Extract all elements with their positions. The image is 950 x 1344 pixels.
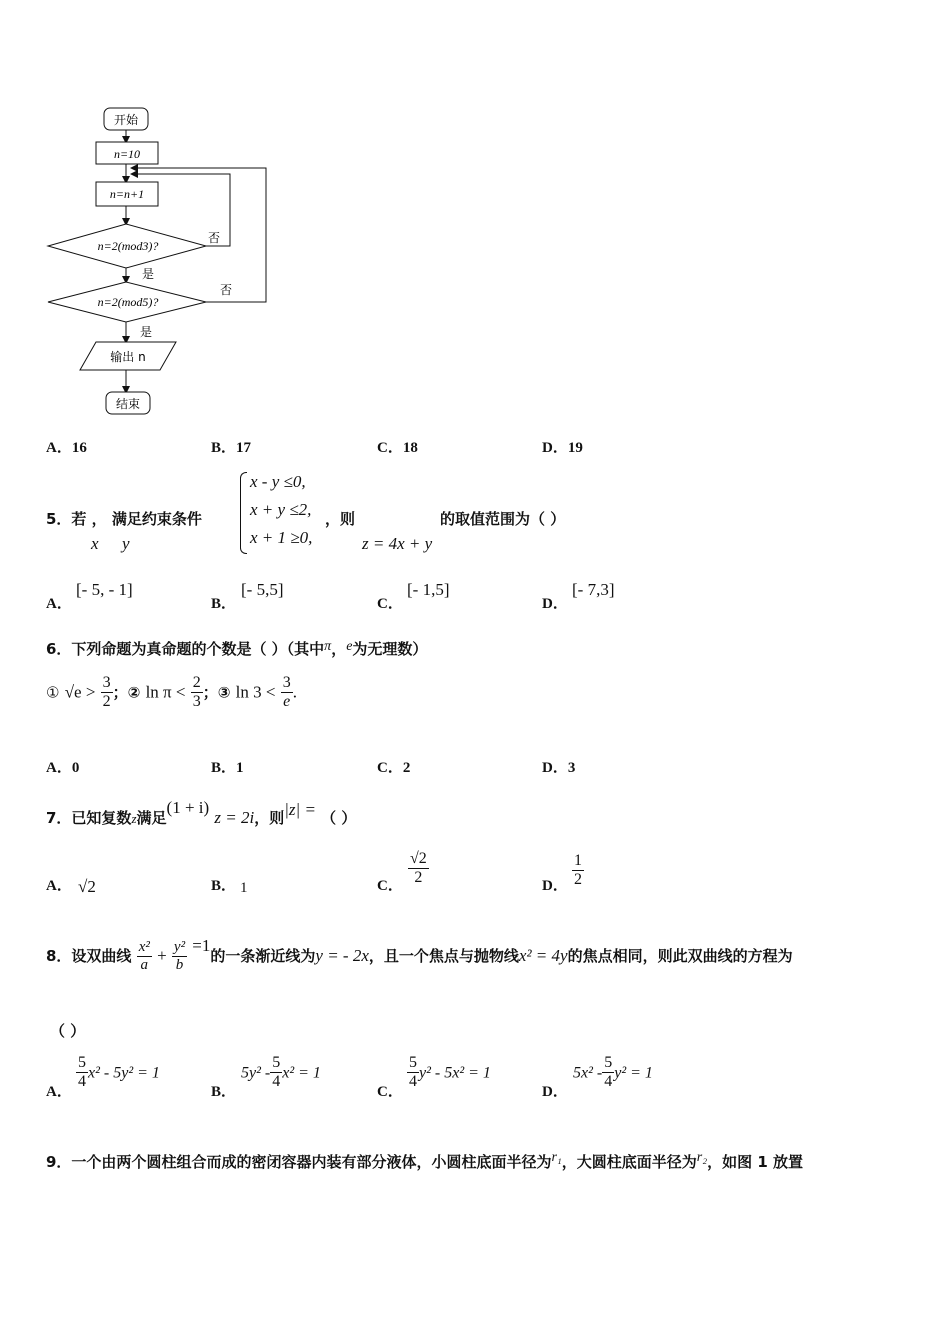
q6-option-c: C．2 (377, 760, 411, 776)
q8-d-label: D． (542, 1084, 568, 1100)
q5-tail: 的取值范围为（ ） (440, 510, 566, 528)
flow-cond1-text: n=2(mod3)? (97, 239, 159, 253)
q7-b-val: 1 (240, 880, 248, 896)
q8-parab: x² = 4y (518, 946, 568, 965)
q6-tail: 为无理数） (352, 640, 428, 658)
q8-plus: + (157, 946, 167, 965)
q7-line (46, 798, 356, 828)
flowchart (40, 100, 280, 420)
q6-pi: π (324, 639, 332, 654)
q5-c-val: [- 1,5] (407, 580, 450, 599)
flow-no1: 否 (208, 231, 221, 245)
q6-s2-left: ln π < (145, 682, 186, 702)
q8-c-label: C． (377, 1084, 403, 1100)
flow-start-text: 开始 (113, 113, 139, 127)
q6-comma: ， (331, 640, 347, 658)
q6-line (46, 638, 427, 659)
q7-tail: （ ） (321, 809, 357, 827)
q4-option-c: C．18 (377, 440, 418, 456)
q5-c1: x - y ≤0, (250, 472, 306, 491)
q9-tail: ，如图 1 放置 (707, 1153, 804, 1171)
q8-paren: （ ） (50, 1022, 86, 1040)
q5-then: ，则 (325, 510, 356, 528)
q5-c3: x + 1 ≥0, (250, 528, 313, 547)
q8-lead: 8．设双曲线 (46, 947, 132, 965)
q6-s3-left: ln 3 < (235, 682, 276, 702)
q4-option-d: D．19 (542, 440, 583, 456)
q8-c-expr: $\frac{5}{4}$ y² - 5x² = 1 (409, 1054, 491, 1091)
q6-e: e (346, 639, 353, 654)
q6-statements (46, 674, 297, 712)
q5-c2: x + y ≤2, (250, 500, 312, 519)
q9-lead: 9．一个由两个圆柱组合而成的密闭容器内装有部分液体，小圆柱底面半径为 (46, 1153, 552, 1171)
flow-output-text: 输出 n (110, 350, 146, 364)
q9-mid: ，大圆柱底面半径为 (561, 1153, 697, 1171)
q8-eq1: =1 (192, 936, 211, 955)
q7-mid: 满足 (136, 809, 167, 827)
q5-b-val: [- 5,5] (241, 580, 284, 599)
q6-option-b: B．1 (211, 760, 244, 776)
q8-asym: y = - 2x (315, 946, 369, 965)
q4-option-b: B．17 (211, 440, 252, 456)
q5-x: x (91, 534, 99, 553)
q5-c-label: C． (377, 596, 403, 612)
q9-line (46, 1150, 803, 1172)
q7-z: z (131, 811, 137, 826)
q8-d-expr: 5x² - $\frac{5}{4}$ y² = 1 (573, 1054, 653, 1091)
q6-option-d: D．3 (542, 760, 576, 776)
q7-b-label: B． (211, 878, 237, 894)
q5-a-label: A． (46, 596, 72, 612)
q6-m1: ① (46, 683, 60, 702)
q8-frac2: $\frac{\text{y²}}{b}$ (173, 938, 186, 973)
q4-option-a: A．16 (46, 440, 87, 456)
flow-no2: 否 (220, 283, 233, 297)
q8-mid1: 的一条渐近线为 (210, 947, 316, 965)
q7-a-val: √2 (78, 877, 96, 896)
q5-a-val: [- 5, - 1] (76, 580, 133, 599)
q7-lead: 7．已知复数 (46, 809, 132, 827)
q8-frac1: $\frac{\text{x²}}{a}$ (138, 938, 150, 973)
q5-d-val: [- 7,3] (572, 580, 615, 599)
q8-a-expr: $\frac{5}{4}$ x² - 5y² = 1 (78, 1054, 160, 1091)
q6-sep2: ；③ (202, 683, 231, 702)
q6-s2-frac: $\frac{2}{3}$ (192, 674, 201, 711)
flow-init-text: n=10 (113, 147, 141, 161)
q5-lead: 5．若 ， 满足约束条件 (46, 510, 202, 528)
flow-end-text: 结束 (115, 397, 141, 411)
q7-d-frac: $\frac{1}{2}$ (574, 852, 582, 889)
q8-b-label: B． (211, 1084, 237, 1100)
q6-option-a: A．0 (46, 760, 80, 776)
q6-lead: 6．下列命题为真命题的个数是（ ）（其中 (46, 640, 325, 658)
q7-abs: |z| = (284, 800, 316, 819)
q7-expr2: z = 2i (214, 808, 255, 827)
q9-r1: r₁ (551, 1150, 562, 1165)
q8-tail: 的焦点相同，则此双曲线的方程为 (567, 947, 793, 965)
q5-y: y (122, 534, 130, 553)
q6-end: . (292, 682, 297, 702)
q5-z: z = 4x + y (362, 534, 433, 553)
q6-s3-frac: $\frac{3}{e}$ (282, 674, 291, 711)
q7-c-frac: $\frac{√2}{2}$ (410, 850, 427, 887)
q6-s1-left: √e > (64, 682, 96, 702)
q5-b-label: B． (211, 596, 237, 612)
q7-a-label: A． (46, 878, 72, 894)
q5-brace (240, 472, 247, 554)
q8-mid2: ，且一个焦点与抛物线 (368, 947, 519, 965)
q7-expr: (1 + i) (166, 798, 210, 817)
flow-cond2-text: n=2(mod5)? (97, 295, 159, 309)
q8-b-expr: 5y² - $\frac{5}{4}$ x² = 1 (241, 1054, 321, 1091)
q6-sep1: ；② (112, 683, 141, 702)
q9-r2: r₂ (696, 1150, 708, 1165)
q5-d-label: D． (542, 596, 568, 612)
flow-yes2: 是 (140, 325, 153, 339)
q7-d-label: D． (542, 878, 568, 894)
q8-a-label: A． (46, 1084, 72, 1100)
q7-then: ，则 (254, 809, 285, 827)
q7-c-label: C． (377, 878, 403, 894)
q6-s1-frac: $\frac{3}{2}$ (102, 674, 111, 711)
q8-line (46, 936, 793, 974)
flow-yes1: 是 (142, 267, 155, 281)
flow-step-text: n=n+1 (109, 187, 145, 201)
